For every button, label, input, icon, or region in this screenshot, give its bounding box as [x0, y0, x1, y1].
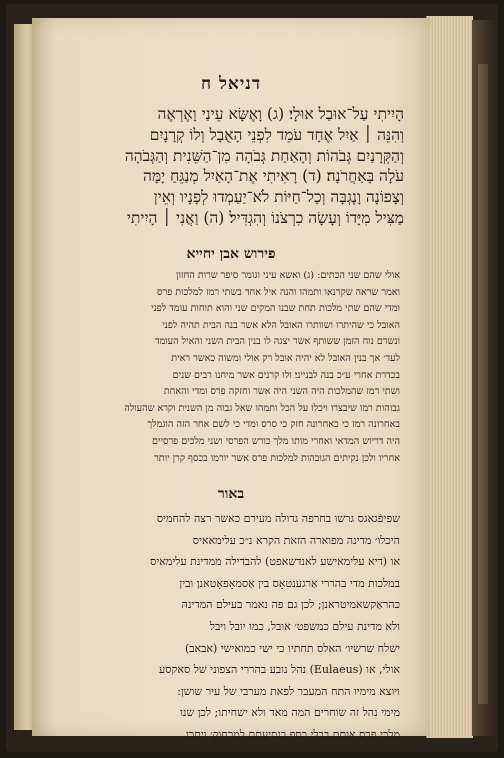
commentary-line: ושתי רמז שהמלכות היה השני היה אשר וחזקה פרס ומדי והאחת — [163, 386, 400, 398]
commentary-line: היה דריוש המדאי ואחרי מותו מלך כורש הפרסי ושני מלכים פרסיים — [151, 435, 400, 447]
book — [6, 4, 498, 752]
biur-text — [66, 508, 400, 746]
commentary-line: באחרונה רמז כי כאחרונה חזק כי סרס ומדי כי לשם אחר הזה הוגמלך — [147, 419, 400, 431]
commentary-line: אולי שהם שני הכתים: (ג) ואשא עיני וגומר סיפר שרות החזון — [176, 270, 400, 281]
commentary-line: אחריו ולכן נקיתים הגובהות למלכות פרס אשר יורמו בכסף קרן יותר — [154, 452, 400, 464]
commentary-line: האובל כי שהיתרו ושוותרו האובל הלא אשר בנה הבית תהיה לפני — [162, 319, 400, 331]
commentary-line: לעד׳ אך בנין האובל לא יהיה אובל רק אולי ומשוה כאשר ראית — [171, 352, 400, 364]
page-header: דניאל ח — [200, 74, 261, 94]
text-line: וְצָפוֹנָה וָנֶגְבָּה וְכָל־חַיּוֹת לֹא־יַעַמְדוּ לְפָנָיו וְאֵין — [153, 188, 404, 207]
biur-line: מימי נהל זה שוחרים המה מאד ולא ישחיתו; לכן שנו — [180, 706, 400, 720]
text-line: עֹלָה בָּאַחֲרֹנָה׃ (ד) רָאִיתִי אֶת־הָאַיִל מְנַגֵּחַ יָמָּה — [143, 167, 404, 186]
commentary-line: ומדי שהם שתי מלכות תחת שבנו המקים שני והוא תוחות עומד לפני — [151, 303, 400, 315]
biur-line: ויוצא מימיו התח המעבר לפאת מערבי של עיר שושן: — [177, 684, 400, 698]
book-page — [32, 18, 430, 741]
biur-line: ישלח שרשיו׳ האלס תחתיו כי ישי כמואישי (אבאב) — [184, 641, 400, 655]
page-edges — [426, 16, 473, 738]
commentary-line: גבוהות רמו שיבצרו ויכלו על הכל ותמהו שאל גבוה מן השנית וקרא שהעולה — [124, 402, 400, 414]
text-line: וְהַקְּרָנַיִם גְּבֹהוֹת וְהָאַחַת גְּבֹהָה מִן־הַשֵּׁנִית וְהַגְּבֹהָה — [124, 146, 404, 165]
biur-line: ולא מדינת עילם כמשפט׳ אובל, כמו יובל ויבל — [209, 619, 400, 633]
biur-line: במלכות מדי בהררי אַרגענטאָס בין אַסמאָפאָטאנן ובין — [179, 576, 400, 590]
commentary-line: ונשרם נוח הזמן ששותף אשר יצגה לו בנין הבית השני והאיל העומד — [154, 336, 400, 348]
cover-binding — [478, 64, 488, 704]
commentary-line: ואמר שראה שקרנאו ותמהו והנה איל אחד בשתי רמז למלכות פרס — [157, 286, 400, 298]
biur-line: אולי, או (Eulaeus) נהל נובע בהררי הצפוני של סאקסע — [159, 663, 400, 677]
text-line: וְהִנֵּה ׀ אַיִל אֶחָד עֹמֵד לִפְנֵי הָאֻבָל וְלוֹ קְרָנָיִם — [149, 125, 404, 144]
scripture-text — [70, 104, 404, 229]
commentary-line: בכדרת אחרי ע״כ בנה לבנייני׃ ולו קרנים אשר מיחנו רבים שנים — [172, 369, 400, 381]
commentary-title: פירוש אבן יחייא — [186, 246, 276, 262]
biur-line: מלכי פרס אותם בבלי כסף בנסיעתם למרחוק׳ ויתכן — [185, 727, 400, 741]
text-line: הָיִיתִי עַל־אוּבַל אוּלָי׃ (ג) וָאֶשָּׂא עֵינַי וָאֶרְאֶה — [157, 105, 404, 123]
biur-line: שפיפֿגאגס גרשו בחרפה גדולה מעירם כאשר רצה להחמיס — [156, 512, 400, 525]
biur-line: או (דיא עלימאישע לאנדשאפט) להבדילה ממדינת עלימאיס — [150, 555, 400, 569]
text-line: מַצִּיל מִיָּדוֹ וְעָשָׂה כִרְצֹנוֹ וְהִגְדִּיל׃ (ה) וַאֲנִי ׀ הָיִיתִי — [126, 208, 404, 227]
biur-title: באור — [217, 486, 245, 502]
biur-line: כהראַקשאמיטראנן; לכן גם פה נאמר בעילם המדינה — [181, 598, 400, 612]
biur-line: היכלו׳ מדינה מפוארה הזאת הקרא נ״כ עלימאאיס — [192, 533, 400, 547]
commentary-text — [70, 268, 400, 467]
